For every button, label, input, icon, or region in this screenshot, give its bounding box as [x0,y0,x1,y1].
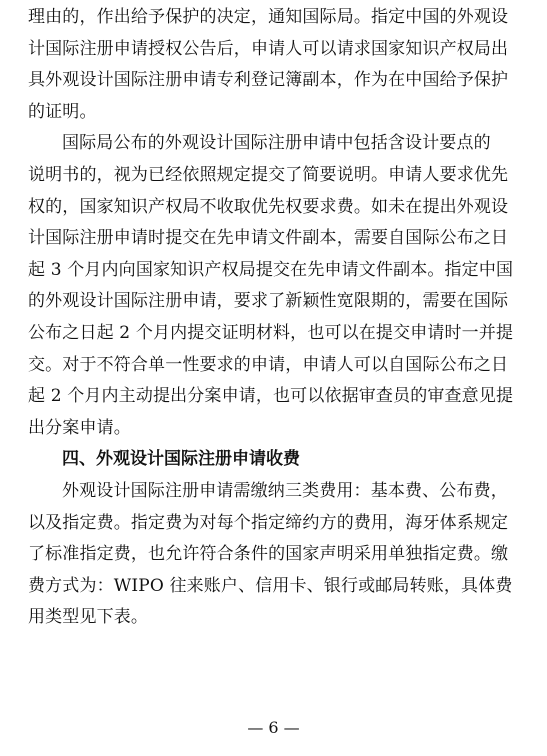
text-line: 公布之日起 2 个月内提交证明材料，也可以在提交申请时一并提 [28,322,514,343]
text-line: 国际局公布的外观设计国际注册申请中包括含设计要点的 [62,133,491,154]
paragraph-protection-notice [28,2,520,128]
text-line: 了标准指定费，也允许符合条件的国家声明采用单独指定费。缴 [28,544,509,565]
text-line: 起 3 个月内向国家知识产权局提交在先申请文件副本。指定中国 [28,259,514,280]
paragraph-publication-rules [28,128,520,444]
text-line: 外观设计国际注册申请需缴纳三类费用：基本费、公布费， [62,480,508,501]
page-number: — 6 — [247,718,300,737]
text-line: 出分案申请。 [28,417,131,438]
section-heading: 四、外观设计国际注册申请收费 [62,449,300,470]
text-line: 费方式为：WIPO 往来账户、信用卡、银行或邮局转账，具体费 [28,575,513,596]
paragraph-fees [28,476,520,634]
text-line: 交。对于不符合单一性要求的申请，申请人可以自国际公布之日 [28,354,509,375]
document-body [28,2,520,634]
text-line: 以及指定费。指定费为对每个指定缔约方的费用，海牙体系规定 [28,512,509,533]
text-line: 权的，国家知识产权局不收取优先权要求费。如未在提出外观设 [28,196,509,217]
text-line: 理由的，作出给予保护的决定，通知国际局。指定中国的外观设 [28,7,509,27]
text-line: 计国际注册申请授权公告后，申请人可以请求国家知识产权局出 [28,38,509,59]
text-line: 起 2 个月内主动提出分案申请，也可以依据审查员的审查意见提 [28,386,514,407]
text-line: 的外观设计国际注册申请，要求了新颖性宽限期的，需要在国际 [28,291,509,312]
text-line: 的证明。 [28,101,97,122]
text-line: 具外观设计国际注册申请专利登记簿副本，作为在中国给予保护 [28,70,509,91]
text-line: 用类型见下表。 [28,607,149,628]
text-line: 计国际注册申请时提交在先申请文件副本，需要自国际公布之日 [28,228,509,249]
text-line: 说明书的，视为已经依照规定提交了简要说明。申请人要求优先 [28,164,509,185]
